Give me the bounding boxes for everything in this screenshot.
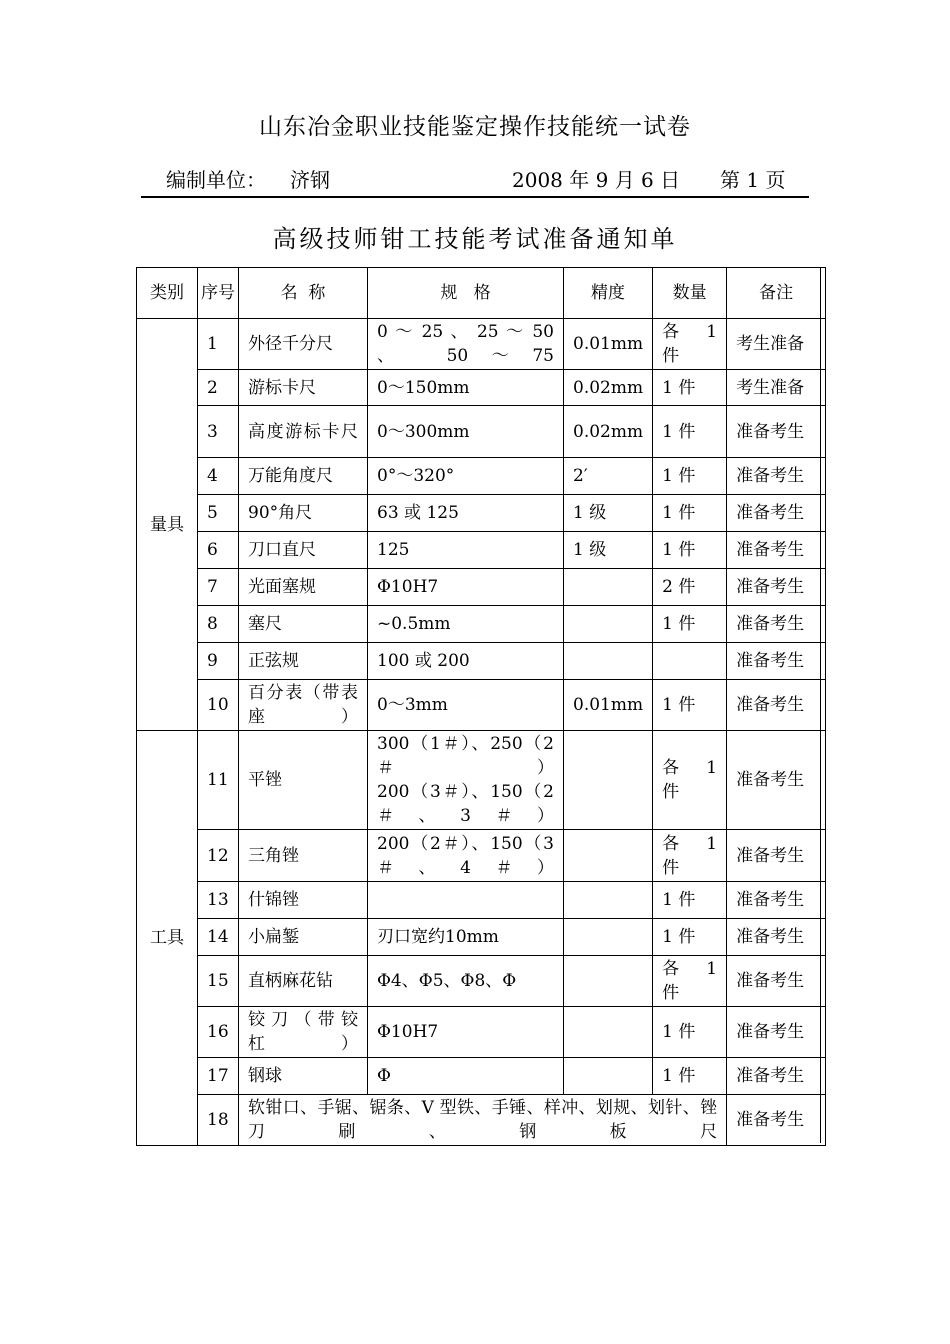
- unit-value: 济钢: [290, 168, 330, 192]
- row-spec: 200（2＃）、150（3＃、4＃）: [368, 830, 564, 882]
- header-seq: 序号: [198, 268, 239, 319]
- document-title: 高级技师钳工技能考试准备通知单: [272, 225, 678, 253]
- row-precision: [564, 882, 653, 919]
- row-name: 小扁錾: [239, 919, 368, 956]
- table-row: [137, 830, 826, 882]
- row-quantity: 1 件: [653, 919, 727, 956]
- unit-label: 编制单位：: [166, 168, 266, 192]
- row-quantity: 1 件: [653, 406, 727, 458]
- row-spec: 125: [368, 532, 564, 569]
- row-remark: 准备考生: [727, 882, 826, 919]
- row-quantity: 1 件: [653, 606, 727, 643]
- row-remark: 准备考生: [727, 406, 826, 458]
- table-row: [137, 370, 826, 406]
- row-quantity: 各 1 件: [653, 830, 727, 882]
- row-spec: ~0.5mm: [368, 606, 564, 643]
- header-name: 名 称: [239, 268, 368, 319]
- row-seq: 16: [198, 1007, 239, 1058]
- row-name: 什锦锉: [239, 882, 368, 919]
- row-seq: 15: [198, 956, 239, 1007]
- row-name: 钢球: [239, 1058, 368, 1095]
- row-remark: 准备考生: [727, 956, 826, 1007]
- row-name: 软钳口、手锯、锯条、V 型铁、手锤、样冲、划规、划针、锉刀刷、钢板尺: [239, 1095, 727, 1146]
- table-row: [137, 319, 826, 370]
- row-remark: 考生准备: [727, 370, 826, 406]
- row-remark: 准备考生: [727, 830, 826, 882]
- row-quantity: 1 件: [653, 680, 727, 731]
- row-spec: Φ10H7: [368, 569, 564, 606]
- row-name: 百分表（带表座）: [239, 680, 368, 731]
- row-quantity: 1 件: [653, 1007, 727, 1058]
- row-seq: 18: [198, 1095, 239, 1146]
- table-row: [137, 956, 826, 1007]
- row-precision: [564, 956, 653, 1007]
- table-row: [137, 458, 826, 495]
- table-row: [137, 882, 826, 919]
- header-spec: 规 格: [368, 268, 564, 319]
- row-seq: 13: [198, 882, 239, 919]
- row-remark: 准备考生: [727, 680, 826, 731]
- row-spec: 0°～320°: [368, 458, 564, 495]
- row-name: 铰刀（带铰杠）: [239, 1007, 368, 1058]
- row-precision: [564, 1007, 653, 1058]
- row-spec: 300（1＃）、250（2＃）: [377, 734, 554, 778]
- category-tools: 工具: [137, 731, 198, 1146]
- row-precision: [564, 1058, 653, 1095]
- row-spec: 0～150mm: [368, 370, 564, 406]
- row-precision: 0.01mm: [564, 319, 653, 370]
- table-row: [137, 1058, 826, 1095]
- table-row: [137, 569, 826, 606]
- exam-title: 山东冶金职业技能鉴定操作技能统一试卷: [259, 114, 691, 140]
- exam-date: 2008 年 9 月 6 日: [512, 168, 681, 192]
- preparation-table: [136, 267, 826, 1146]
- row-seq: 14: [198, 919, 239, 956]
- row-quantity: 1 件: [653, 458, 727, 495]
- row-precision: [564, 643, 653, 680]
- row-name: 正弦规: [239, 643, 368, 680]
- row-precision: 2′: [564, 458, 653, 495]
- row-remark: 准备考生: [727, 458, 826, 495]
- row-spec: Φ10H7: [368, 1007, 564, 1058]
- row-seq: 12: [198, 830, 239, 882]
- row-precision: 1 级: [564, 495, 653, 532]
- table-row: [137, 1095, 826, 1146]
- row-quantity: 1 件: [653, 1058, 727, 1095]
- row-remark: 准备考生: [727, 606, 826, 643]
- row-spec-line-2: 200（3＃）、150（2＃、3＃）: [377, 782, 554, 826]
- row-seq: 17: [198, 1058, 239, 1095]
- table-row: [137, 643, 826, 680]
- table-right-border: [820, 267, 821, 1143]
- row-seq: 10: [198, 680, 239, 731]
- row-precision: 0.01mm: [564, 680, 653, 731]
- row-name: 刀口直尺: [239, 532, 368, 569]
- header-precision: 精度: [564, 268, 653, 319]
- row-remark: 准备考生: [727, 1095, 826, 1146]
- row-remark: 准备考生: [727, 532, 826, 569]
- row-seq: 6: [198, 532, 239, 569]
- row-remark: 准备考生: [727, 495, 826, 532]
- table-row: [137, 532, 826, 569]
- row-seq: 5: [198, 495, 239, 532]
- row-name: 平锉: [239, 731, 368, 830]
- row-remark: 准备考生: [727, 643, 826, 680]
- row-name: 外径千分尺: [239, 319, 368, 370]
- table-row: [137, 731, 826, 830]
- row-spec: 0 ～ 25 、 25 ～ 50 、 50～75: [368, 319, 564, 370]
- header-category: 类别: [137, 268, 198, 319]
- row-name: 三角锉: [239, 830, 368, 882]
- header-divider: [141, 196, 809, 198]
- row-seq: 3: [198, 406, 239, 458]
- row-seq: 9: [198, 643, 239, 680]
- row-spec: 刃口宽约10mm: [368, 919, 564, 956]
- row-precision: [564, 569, 653, 606]
- table-row: [137, 1007, 826, 1058]
- row-precision: 1 级: [564, 532, 653, 569]
- row-remark: 准备考生: [727, 1058, 826, 1095]
- table-row: [137, 406, 826, 458]
- row-name: 高度游标卡尺: [239, 406, 368, 458]
- row-seq: 4: [198, 458, 239, 495]
- row-name: 光面塞规: [239, 569, 368, 606]
- row-seq: 8: [198, 606, 239, 643]
- row-precision: [564, 919, 653, 956]
- row-quantity: 1 件: [653, 370, 727, 406]
- row-spec: Φ: [368, 1058, 564, 1095]
- row-spec: 63 或 125: [368, 495, 564, 532]
- row-quantity: 各 1 件: [653, 319, 727, 370]
- row-precision: 0.02mm: [564, 370, 653, 406]
- row-quantity: 1 件: [653, 495, 727, 532]
- category-measuring: 量具: [137, 319, 198, 731]
- table-header-row: [137, 268, 826, 319]
- table-row: [137, 606, 826, 643]
- table-row: [137, 495, 826, 532]
- row-precision: [564, 830, 653, 882]
- row-spec: 0～300mm: [368, 406, 564, 458]
- table-row: [137, 680, 826, 731]
- row-seq: 1: [198, 319, 239, 370]
- row-seq: 11: [198, 731, 239, 830]
- row-spec: 100 或 200: [368, 643, 564, 680]
- row-quantity: 1 件: [653, 532, 727, 569]
- row-name: 游标卡尺: [239, 370, 368, 406]
- row-quantity: 各 1 件: [653, 956, 727, 1007]
- row-quantity: 各 1 件: [653, 731, 727, 830]
- row-remark: 准备考生: [727, 569, 826, 606]
- row-remark: 准备考生: [727, 731, 826, 830]
- row-remark: 准备考生: [727, 919, 826, 956]
- row-name: 90°角尺: [239, 495, 368, 532]
- row-spec: Φ4、Φ5、Φ8、Φ: [368, 956, 564, 1007]
- row-quantity: [653, 643, 727, 680]
- header-quantity: 数量: [653, 268, 727, 319]
- row-seq: 7: [198, 569, 239, 606]
- row-precision: [564, 606, 653, 643]
- row-spec: [368, 882, 564, 919]
- row-precision: [564, 731, 653, 830]
- row-name: 万能角度尺: [239, 458, 368, 495]
- row-spec: 0～3mm: [368, 680, 564, 731]
- row-name: 直柄麻花钻: [239, 956, 368, 1007]
- page-number: 第 1 页: [720, 168, 786, 192]
- table-row: [137, 919, 826, 956]
- header-remark: 备注: [727, 268, 826, 319]
- row-precision: 0.02mm: [564, 406, 653, 458]
- row-name: 塞尺: [239, 606, 368, 643]
- row-seq: 2: [198, 370, 239, 406]
- row-quantity: 1 件: [653, 882, 727, 919]
- row-remark: 考生准备: [727, 319, 826, 370]
- row-remark: 准备考生: [727, 1007, 826, 1058]
- row-quantity: 2 件: [653, 569, 727, 606]
- row-spec-cell: [368, 731, 564, 830]
